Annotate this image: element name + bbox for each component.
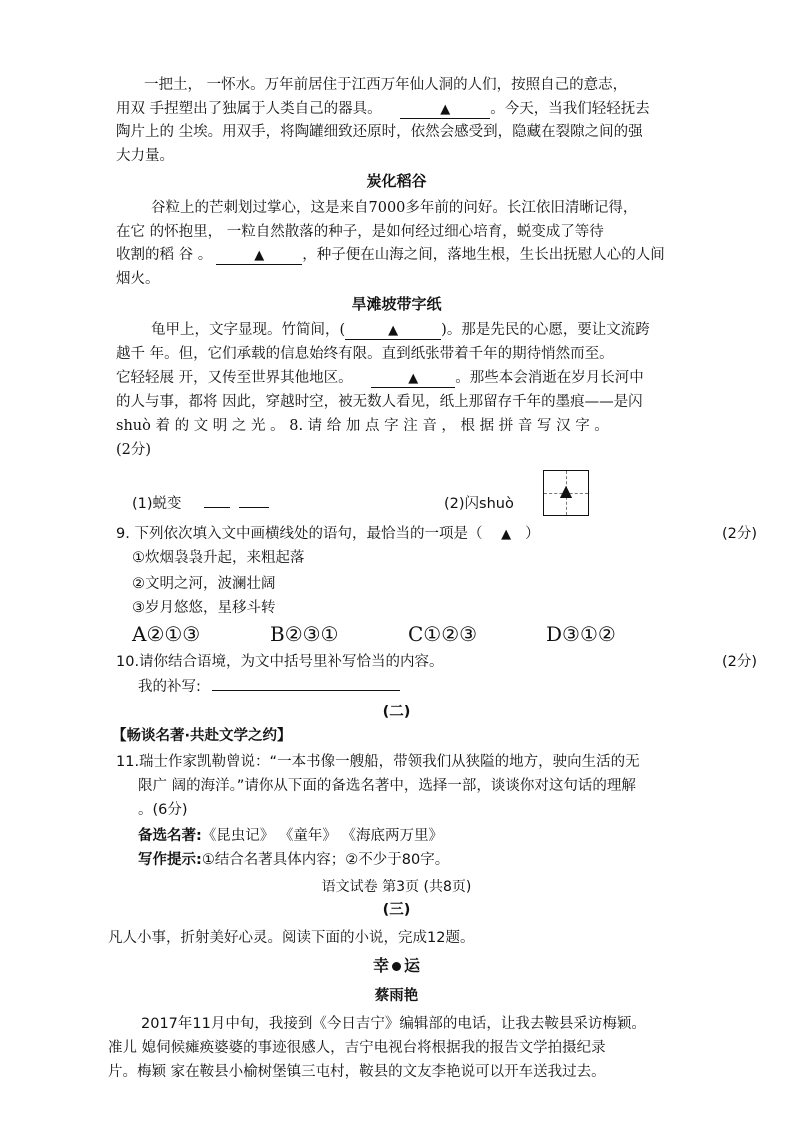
story-title: [0, 956, 793, 976]
q11-books: [138, 826, 443, 846]
books-list: 《昆虫记》 《童年》 《海底两万里》: [201, 828, 444, 844]
blank-line-3: [371, 370, 455, 388]
para3-line3: [116, 368, 644, 388]
para3-line5: shuò 着 的 文 明 之 光 。 8. 请 给 加 点 字 注 音 ， 根 据 拼 音 写 汉 字 。: [116, 418, 609, 434]
para2-line3-tail: ，种子便在山海之间，落地生根，生长出抚慰人心的人间: [302, 247, 665, 263]
part3-intro: 凡人小事，折射美好心灵。阅读下面的小说，完成12题。: [108, 930, 475, 946]
blank-parenthesis: [345, 322, 441, 340]
q11-line2: 限广 阔的海洋。”请你从下面的备选名著中，选择一部，谈谈你对这句话的理解: [138, 778, 636, 794]
para1-line2: [116, 99, 650, 119]
para2-line4: 烟火。: [116, 271, 160, 287]
para3-line4: 的人与事，都将 因此，穿越时空，被无数人看见，纸上那留存千年的墨痕——是闪: [116, 394, 643, 410]
q9-sentence-1: ①炊烟袅袅升起，来粗起落: [132, 550, 305, 566]
para2-line3-text: 收割的稻 谷 。: [116, 247, 213, 263]
triangle-marker-icon: ▲: [408, 371, 419, 386]
para3-line1: [151, 320, 650, 340]
para3-line1-tail: )。那是先民的心愿，要让文流跨: [441, 322, 650, 338]
q9-option-b[interactable]: B②③①: [270, 622, 339, 646]
para2-line2: 在它 的怀抱里， 一粒自然散落的种子，是如何经过细心培育，蜕变成了等待: [116, 224, 604, 240]
q11-line1: 11.瑞士作家凯勒曾说：“一本书像一艘船，带领我们从狭隘的地方，驶向生活的无: [116, 754, 640, 770]
tips-text: ①结合名著具体内容；②不少于80字。: [201, 852, 450, 868]
q10-score: (2分): [722, 654, 758, 670]
part3-heading: (三): [382, 902, 411, 918]
q8-writing-grid[interactable]: [543, 470, 589, 516]
q9-sentence-3: ③岁月悠悠，星移斗转: [132, 600, 276, 616]
blank-line-1: [400, 101, 490, 119]
para3-line3-tail: 。那些本会消逝在岁月长河中: [455, 370, 644, 386]
para3-line3-text: 它轻轻展 开，又传至世界其他地区。: [116, 370, 353, 386]
para3-line6: (2分): [116, 442, 152, 458]
para2-line3: [116, 245, 665, 265]
title-dot-icon: [392, 962, 401, 971]
story-author: 蔡雨艳: [374, 988, 419, 1004]
para1-line2-text: 用双 手捏塑出了独属于人类自己的器具。: [116, 101, 382, 117]
q10-answer-row: [138, 677, 400, 697]
q8-item1: [132, 494, 269, 514]
story-title-char2: 运: [404, 956, 421, 975]
para2-line1: 谷粒上的芒刺划过掌心，这是来自7000多年前的问好。长江依旧清晰记得，: [151, 200, 638, 216]
q10-answer-label: 我的补写:: [138, 679, 201, 695]
para1-line3: 陶片上的 尘埃。用双手，将陶罐细致还原时，依然会感受到，隐藏在裂隙之间的强: [116, 124, 643, 140]
q8-item2-label: (2)闪shuò: [444, 496, 514, 512]
q8-blank-a[interactable]: [204, 507, 230, 508]
section-title-paper: 旱滩坡带字纸: [351, 295, 442, 313]
story-para-line3: 片。梅颖 家在鞍县小榆树堡镇三屯村，鞍县的文友李艳说可以开车送我过去。: [108, 1064, 606, 1080]
q9-stem: [116, 524, 540, 545]
q9-sentence-2: ②文明之河，波澜壮阔: [132, 576, 276, 592]
section-title-carbonized-rice: 炭化稻谷: [366, 172, 427, 190]
q11-tips: [138, 850, 449, 870]
para3-line2: 越千 年。但，它们承载的信息始终有限。直到纸张带着千年的期待悄然而至。: [116, 346, 614, 362]
para1-line1: 一把土， 一怀水。万年前居住于江西万年仙人洞的人们，按照自己的意志，: [144, 77, 628, 93]
para1-line4: 大力量。: [116, 148, 174, 164]
triangle-marker-icon: ▲: [388, 323, 399, 338]
story-para-line2: 准儿 媳伺候瘫痪婆婆的事迹很感人，吉宁电视台将根据我的报告文学拍摄纪录: [108, 1040, 606, 1056]
q10-answer-line[interactable]: [212, 690, 400, 691]
q9-option-a[interactable]: A②①③: [132, 622, 201, 646]
q9-option-c[interactable]: C①②③: [408, 622, 478, 646]
part2-topic: 【畅谈名著·共赴文学之约】: [112, 728, 292, 744]
tips-label: 写作提示:: [138, 852, 202, 868]
part2-heading: (二): [382, 704, 411, 720]
q9-stem-text: 9. 下列依次填入文中画横线处的语句，最恰当的一项是（: [116, 526, 483, 542]
triangle-marker-icon: ▲: [559, 481, 573, 500]
triangle-marker-icon: ▲: [440, 102, 451, 117]
story-para-line1: 2017年11月中旬，我接到《今日吉宁》编辑部的电话，让我去鞍县采访梅颖。: [141, 1016, 646, 1032]
para1-line2-tail: 。今天，当我们轻轻抚去: [490, 101, 650, 117]
para3-line1-text: 龟甲上，文字显现。竹简间，(: [151, 322, 346, 338]
q10-stem: 10.请你结合语境，为文中括号里补写恰当的内容。: [116, 654, 444, 670]
books-label: 备选名著:: [138, 828, 202, 844]
triangle-marker-icon: ▲: [254, 248, 265, 263]
q9-score: (2分): [722, 526, 758, 542]
q9-option-d[interactable]: D③①②: [546, 622, 616, 646]
q9-stem-end: ）: [525, 526, 540, 542]
story-title-char1: 幸: [372, 956, 389, 975]
blank-line-2: [216, 247, 302, 265]
triangle-marker-icon: ▲: [501, 527, 512, 542]
q8-blank-b[interactable]: [239, 507, 269, 508]
q11-line3: 。(6分): [138, 802, 188, 818]
q8-item1-label: (1)蜕变: [132, 496, 182, 512]
page-footer: 语文试卷 第3页 (共8页): [321, 879, 472, 895]
